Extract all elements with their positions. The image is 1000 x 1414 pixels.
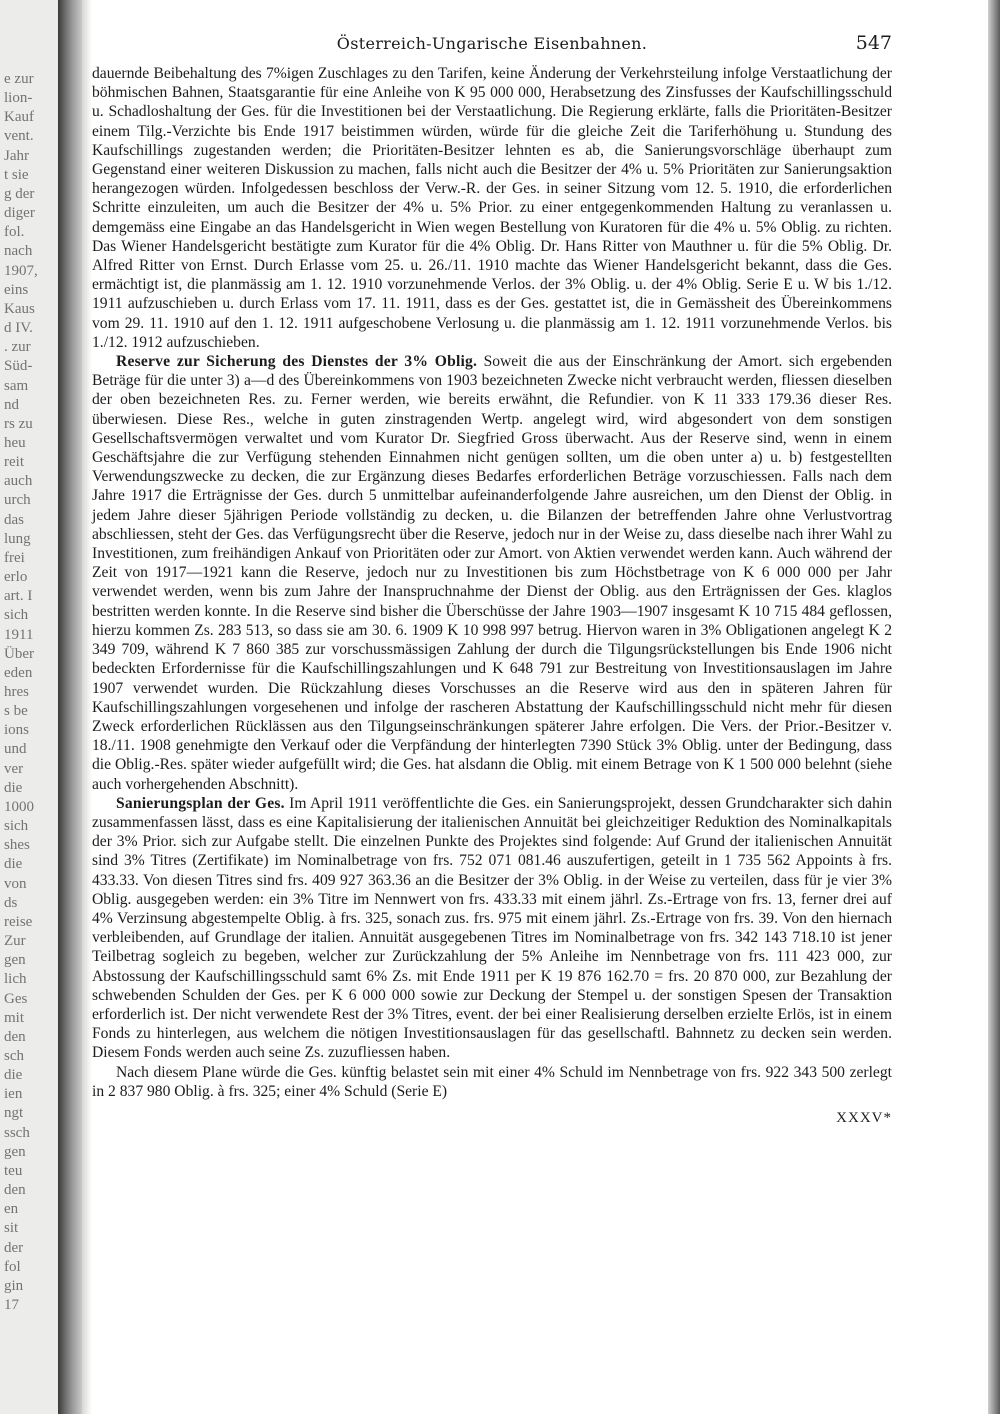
right-edge-shadow [988, 0, 1000, 1414]
paragraph-final [92, 1063, 892, 1101]
page-body [92, 64, 892, 1101]
spine-fade [82, 0, 92, 1414]
running-title: Österreich-Ungarische Eisenbahnen. [336, 34, 648, 53]
facing-page-text-bleed: e zur lion- Kauf vent. Jahr t sie g der diger fol. nach 1907, eins Kaus d IV. . zur Süd- sam nd rs zu heu reit auch urch das lung frei erlo art. I sich 1911 Über eden hres s be ions und ver die 1000 sich shes die von ds reise Zur gen lich Ges mit den sch die ien ngt ssch gen teu den en sit der fol gin 17 [4, 71, 38, 1313]
page-header [92, 26, 892, 64]
paragraph-sanierungsplan [92, 794, 892, 1063]
paragraph-continuation [92, 64, 892, 352]
section-heading-reserve: Reserve zur Sicherung des Dienstes der 3% Oblig. [116, 353, 478, 371]
paragraph-text: Im April 1911 veröffentlichte die Ges. ein Sanierungsprojekt, dessen Grundcharakter sich dahin zusammenfassen lässt, dass es eine Kapitalisierung der italienischen Annuität bei gleichzeitiger Reduktion des Nominalkapitals der 3% Prior. sich zur Aufgabe stellt. Die einzelnen Punkte des Projektes sind folgende: Auf Grund der italienischen Annuität sind 3% Titres (Zertifikate) im Nominalbetrage von frs. 752 071 081.46 auszufertigen, geteilt in 1 735 562 Appoints à frs. 433.33. Von diesen Titres sind frs. 409 927 363.36 an die Besitzer der 3% Oblig. in der Weise zu verteilen, dass für je vier 3% Oblig. ausgegeben werden: ein 3% Titre im Nennwert von frs. 433.33 mit einem jährl. Zs.-Ertrage von frs. 13, ferner drei auf 4% Verzinsung abgestempelte Oblig. à frs. 325, sonach zus. frs. 975 mit einem jährl. Zs.-Ertrage von frs. 39. Von den hiernach verbleibenden, auf Grundlage der italien. Annuität ausgegebenen Titres im Nominalbetrage von frs. 342 143 718.10 ist jener Teilbetrag sogleich zu begeben, welcher zur Zurückzahlung der 5% Anleihe im Nennbetrage von frs. 111 423 000, zur Abstossung der Kaufschillingsschuld samt 6% Zs. mit Ende 1911 per K 19 876 162.70 = frs. 20 870 000, zur Bezahlung der schwebenden Schulden der Ges. per K 6 000 000 sowie zur Deckung der Stempel u. der sonstigen Spesen der Transaktion erforderlich ist. Der nicht verwendete Rest der 3% Titres, event. der bei einer Realisierung derselben erzielte Erlös, ist in einem Fonds zu hinterlegen, aus welchem die nötigen Investitionsauslagen für das gesellschaftl. Bahnnetz zu decken sein werden. Diesem Fonds werden auch seine Zs. zuzufliessen haben. [92, 794, 893, 1062]
signature-mark: XXXV* [836, 1109, 892, 1126]
page-number: 547 [855, 32, 892, 54]
book-page [92, 26, 893, 1126]
facing-page-edge [0, 0, 58, 1414]
section-heading-sanierungsplan: Sanierungsplan der Ges. [116, 794, 285, 812]
paragraph-text: Soweit die aus der Einschränkung der Amort. sich ergebenden Beträge für die unter 3) a—d des Übereinkommens von 1903 bezeichneten Zwecke nicht verbraucht werden, fliessen dieselben der oben bezeichneten Res. zu. Ferner werden, wie bereits erwähnt, die Refundier. von K 11 333 179.36 dieser Res. überwiesen. Diese Res., welche in guten zinstragenden Wertp. angelegt wird, wird abgesondert von dem sonstigen Gesellschaftsvermögen verwaltet und vom Kurator Dr. Siegfried Gross überwacht. Aus der Reserve sind, wenn in einem Geschäftsjahre die zur Verfügung stehenden Einnahmen nicht genügen sollten, um die oben unter a) u. b) festgestellten Verwendungszwecke zu decken, die zur Ergänzung dieses Bedarfes erforderlichen Beträge vorzuschiessen. Falls nach dem Jahre 1917 die Erträgnisse der Ges. durch 5 unmittelbar aufeinanderfolgende Jahre ausreichen, um den Dienst der Oblig. in jedem Jahre dieser 5jährigen Periode vollständig zu decken, u. die Bilanzen der betreffenden Jahre ohne Verlustvortrag abschliessen, steht der Ges. das Verfügungsrecht über die Reserve, jedoch nur in der Weise zu, dass dieselbe nach ihrer Wahl zu Investitionen, zum freihändigen Ankauf von Prioritäten oder zur Amort. von Aktien verwendet werden kann. Auch während der Zeit von 1917—1921 kann die Reserve, jedoch nur zu Investitionen bis zum Höchstbetrage von K 6 000 000 per Jahr verwendet werden, wenn bis zum Jahre der Inanspruchnahme der Dienst der Oblig. aus den Erträgnissen der Ges. klaglos bestritten werden konnte. In die Reserve sind bisher die Überschüsse der Jahre 1903—1907 insgesamt K 10 715 484 geflossen, hierzu kommen Zs. 283 513, so dass sie am 30. 6. 1909 K 10 998 997 betrug. Hiervon waren in 3% Obligationen angelegt K 2 349 709, während K 7 860 385 zur vorschussmässigen Zahlung der durch die Tilgungsrückstellungen bis Ende 1906 nicht bedeckten Erfordernisse für die Kaufschillingszahlungen und K 648 791 zur Bestreitung von Investitionsauslagen im Jahre 1907 verwendet wurden. Die Rückzahlung dieses Vorschusses an die Reserve wird aus den in späteren Jahren für Kaufschillingszahlungen vorgesehenen und infolge der rascheren Abstattung der Kaufschillingsschuld nicht mehr für diesen Zweck erforderlichen Rücklässen aus den Tilgungseinschränkungen späterer Jahre erfolgen. Die Vers. der Prior.-Besitzer v. 18./11. 1908 genehmigte den Verkauf oder die Verpfändung der hinterlegten 7390 Stück 3% Oblig. unter der Bedingung, dass die Oblig.-Res. später wieder aufgefüllt wird; die Ges. hat alsdann die Oblig. mit einem Betrage von K 1 500 000 belehnt (siehe auch vorhergehenden Abschnitt). [92, 353, 892, 793]
paragraph-reserve [92, 352, 892, 794]
book-spine-shadow [58, 0, 82, 1414]
paragraph-text: Nach diesem Plane würde die Ges. künftig belastet sein mit einer 4% Schuld im Nennbetrage von frs. 922 343 500 zerlegt in 2 837 980 Oblig. à frs. 325; einer 4% Schuld (Serie E) [92, 1063, 892, 1100]
paragraph-text: dauernde Beibehaltung des 7%igen Zuschlages zu den Tarifen, keine Änderung der Verkehrsteilung infolge Verstaatlichung der böhmischen Bahnen, Staatsgarantie für eine Anleihe von K 95 000 000, Herabsetzung des Zinsfusses der Kaufschillingsschuld u. Schadloshaltung der Ges. für die Investitionen bei der Verstaatlichung. Die Regierung erklärte, falls die Prioritäten-Besitzer einem Tilg.-Verzichte bis Ende 1917 beistimmen würden, würde für die gleiche Zeit die Tariferhöhung u. Stundung des Kaufschillings zugestanden werden; die Prioritäten-Besitzer lehnten es ab, die Sanierungsvorschläge überhaupt zum Gegenstand einer weiteren Diskussion zu machen, falls nicht auch die Besitzer der 4% u. 5% Prioritäten zur Sanierungsaktion herangezogen würden. Infolgedessen beschloss der Verw.-R. der Ges. in seiner Sitzung vom 12. 5. 1910, die erforderlichen Schritte einzuleiten, um auch die Besitzer der 4% u. 5% Prior. zu einer entgegenkommenden Haltung zu veranlassen u. demgemäss eine Eingabe an das Handelsgericht in Wien wegen Bestellung von Kuratoren für die 4% u. 5% Oblig. zu richten. Das Wiener Handelsgericht bestätigte zum Kurator für die 4% Oblig. Dr. Hans Ritter von Mauthner u. für die 5% Oblig. Dr. Alfred Ritter von Ernst. Durch Erlasse vom 25. u. 26./11. 1910 machte das Wiener Handelsgericht bekannt, dass die Ges. ermächtigt ist, die planmässig am 1. 12. 1910 vorzunehmende Verlos. der 3% Oblig. u. der 4% Oblig. Serie E u. W bis 1./12. 1911 aufzuschieben u. durch Erlass vom 17. 11. 1911, dass es der Ges. gestattet ist, die in Gemässheit des Übereinkommens vom 29. 11. 1910 auf den 1. 12. 1911 aufgeschobene Verlosung u. die planmässig am 1. 12. 1911 vorzunehmende Verlos. bis 1./12. 1912 aufzuschieben. [92, 65, 892, 351]
